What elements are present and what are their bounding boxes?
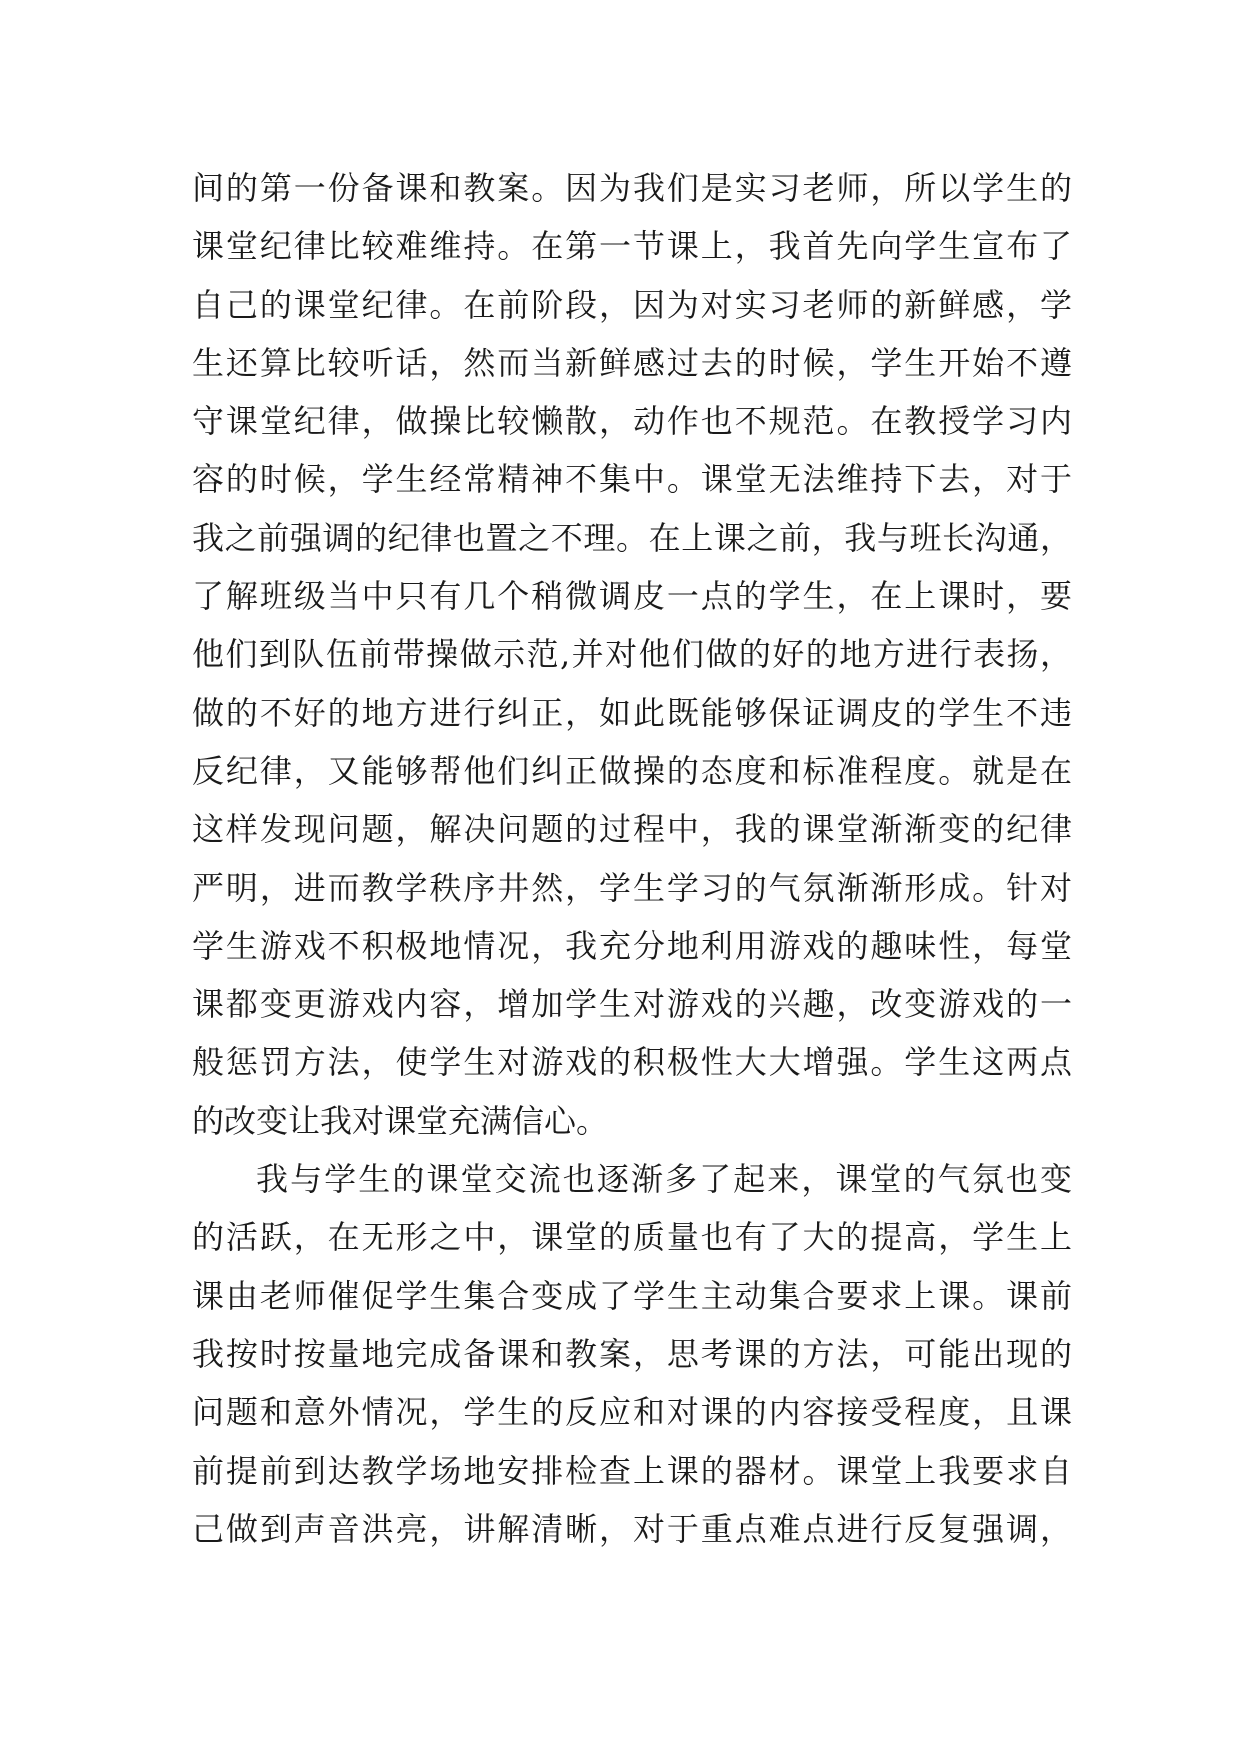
text-line: 做的不好的地方进行纠正，如此既能够保证调皮的学生不违	[192, 693, 1072, 732]
text-line: 我之前强调的纪律也置之不理。在上课之前，我与班长沟通，	[192, 518, 1072, 557]
body-text	[192, 159, 1072, 1558]
text-line: 这样发现问题，解决问题的过程中，我的课堂渐渐变的纪律	[192, 810, 1072, 849]
text-line: 课堂纪律比较难维持。在第一节课上，我首先向学生宣布了	[192, 227, 1072, 266]
paragraph-2	[192, 1150, 1072, 1558]
text-line: 了解班级当中只有几个稍微调皮一点的学生，在上课时，要	[192, 577, 1072, 616]
text-line: 他们到队伍前带操做示范,并对他们做的好的地方进行表扬，	[192, 635, 1072, 674]
text-line: 反纪律，又能够帮他们纠正做操的态度和标准程度。就是在	[192, 751, 1072, 790]
text-line: 我与学生的课堂交流也逐渐多了起来，课堂的气氛也变	[256, 1160, 1072, 1199]
text-line: 学生游戏不积极地情况，我充分地利用游戏的趣味性，每堂	[192, 926, 1072, 965]
text-line: 容的时候，学生经常精神不集中。课堂无法维持下去，对于	[192, 460, 1072, 499]
text-line: 问题和意外情况，学生的反应和对课的内容接受程度，且课	[192, 1393, 1072, 1432]
paragraph-1	[192, 159, 1072, 1150]
text-line: 我按时按量地完成备课和教案，思考课的方法，可能出现的	[192, 1334, 1072, 1373]
text-line: 前提前到达教学场地安排检查上课的器材。课堂上我要求自	[192, 1451, 1072, 1490]
text-line: 守课堂纪律，做操比较懒散，动作也不规范。在教授学习内	[192, 402, 1072, 441]
text-line: 般惩罚方法，使学生对游戏的积极性大大增强。学生这两点	[192, 1043, 1072, 1082]
text-line: 己做到声音洪亮，讲解清晰，对于重点难点进行反复强调，	[192, 1509, 1072, 1548]
text-line: 间的第一份备课和教案。因为我们是实习老师，所以学生的	[192, 169, 1072, 207]
text-line: 的活跃，在无形之中，课堂的质量也有了大的提高，学生上	[192, 1218, 1072, 1257]
text-line: 自己的课堂纪律。在前阶段，因为对实习老师的新鲜感，学	[192, 285, 1072, 324]
text-line: 的改变让我对课堂充满信心。	[192, 1101, 609, 1140]
text-line: 课由老师催促学生集合变成了学生主动集合要求上课。课前	[192, 1276, 1072, 1315]
text-line: 生还算比较听话，然而当新鲜感过去的时候，学生开始不遵	[192, 343, 1072, 382]
text-line: 课都变更游戏内容，增加学生对游戏的兴趣，改变游戏的一	[192, 985, 1072, 1024]
text-line: 严明，进而教学秩序井然，学生学习的气氛渐渐形成。针对	[192, 868, 1072, 907]
